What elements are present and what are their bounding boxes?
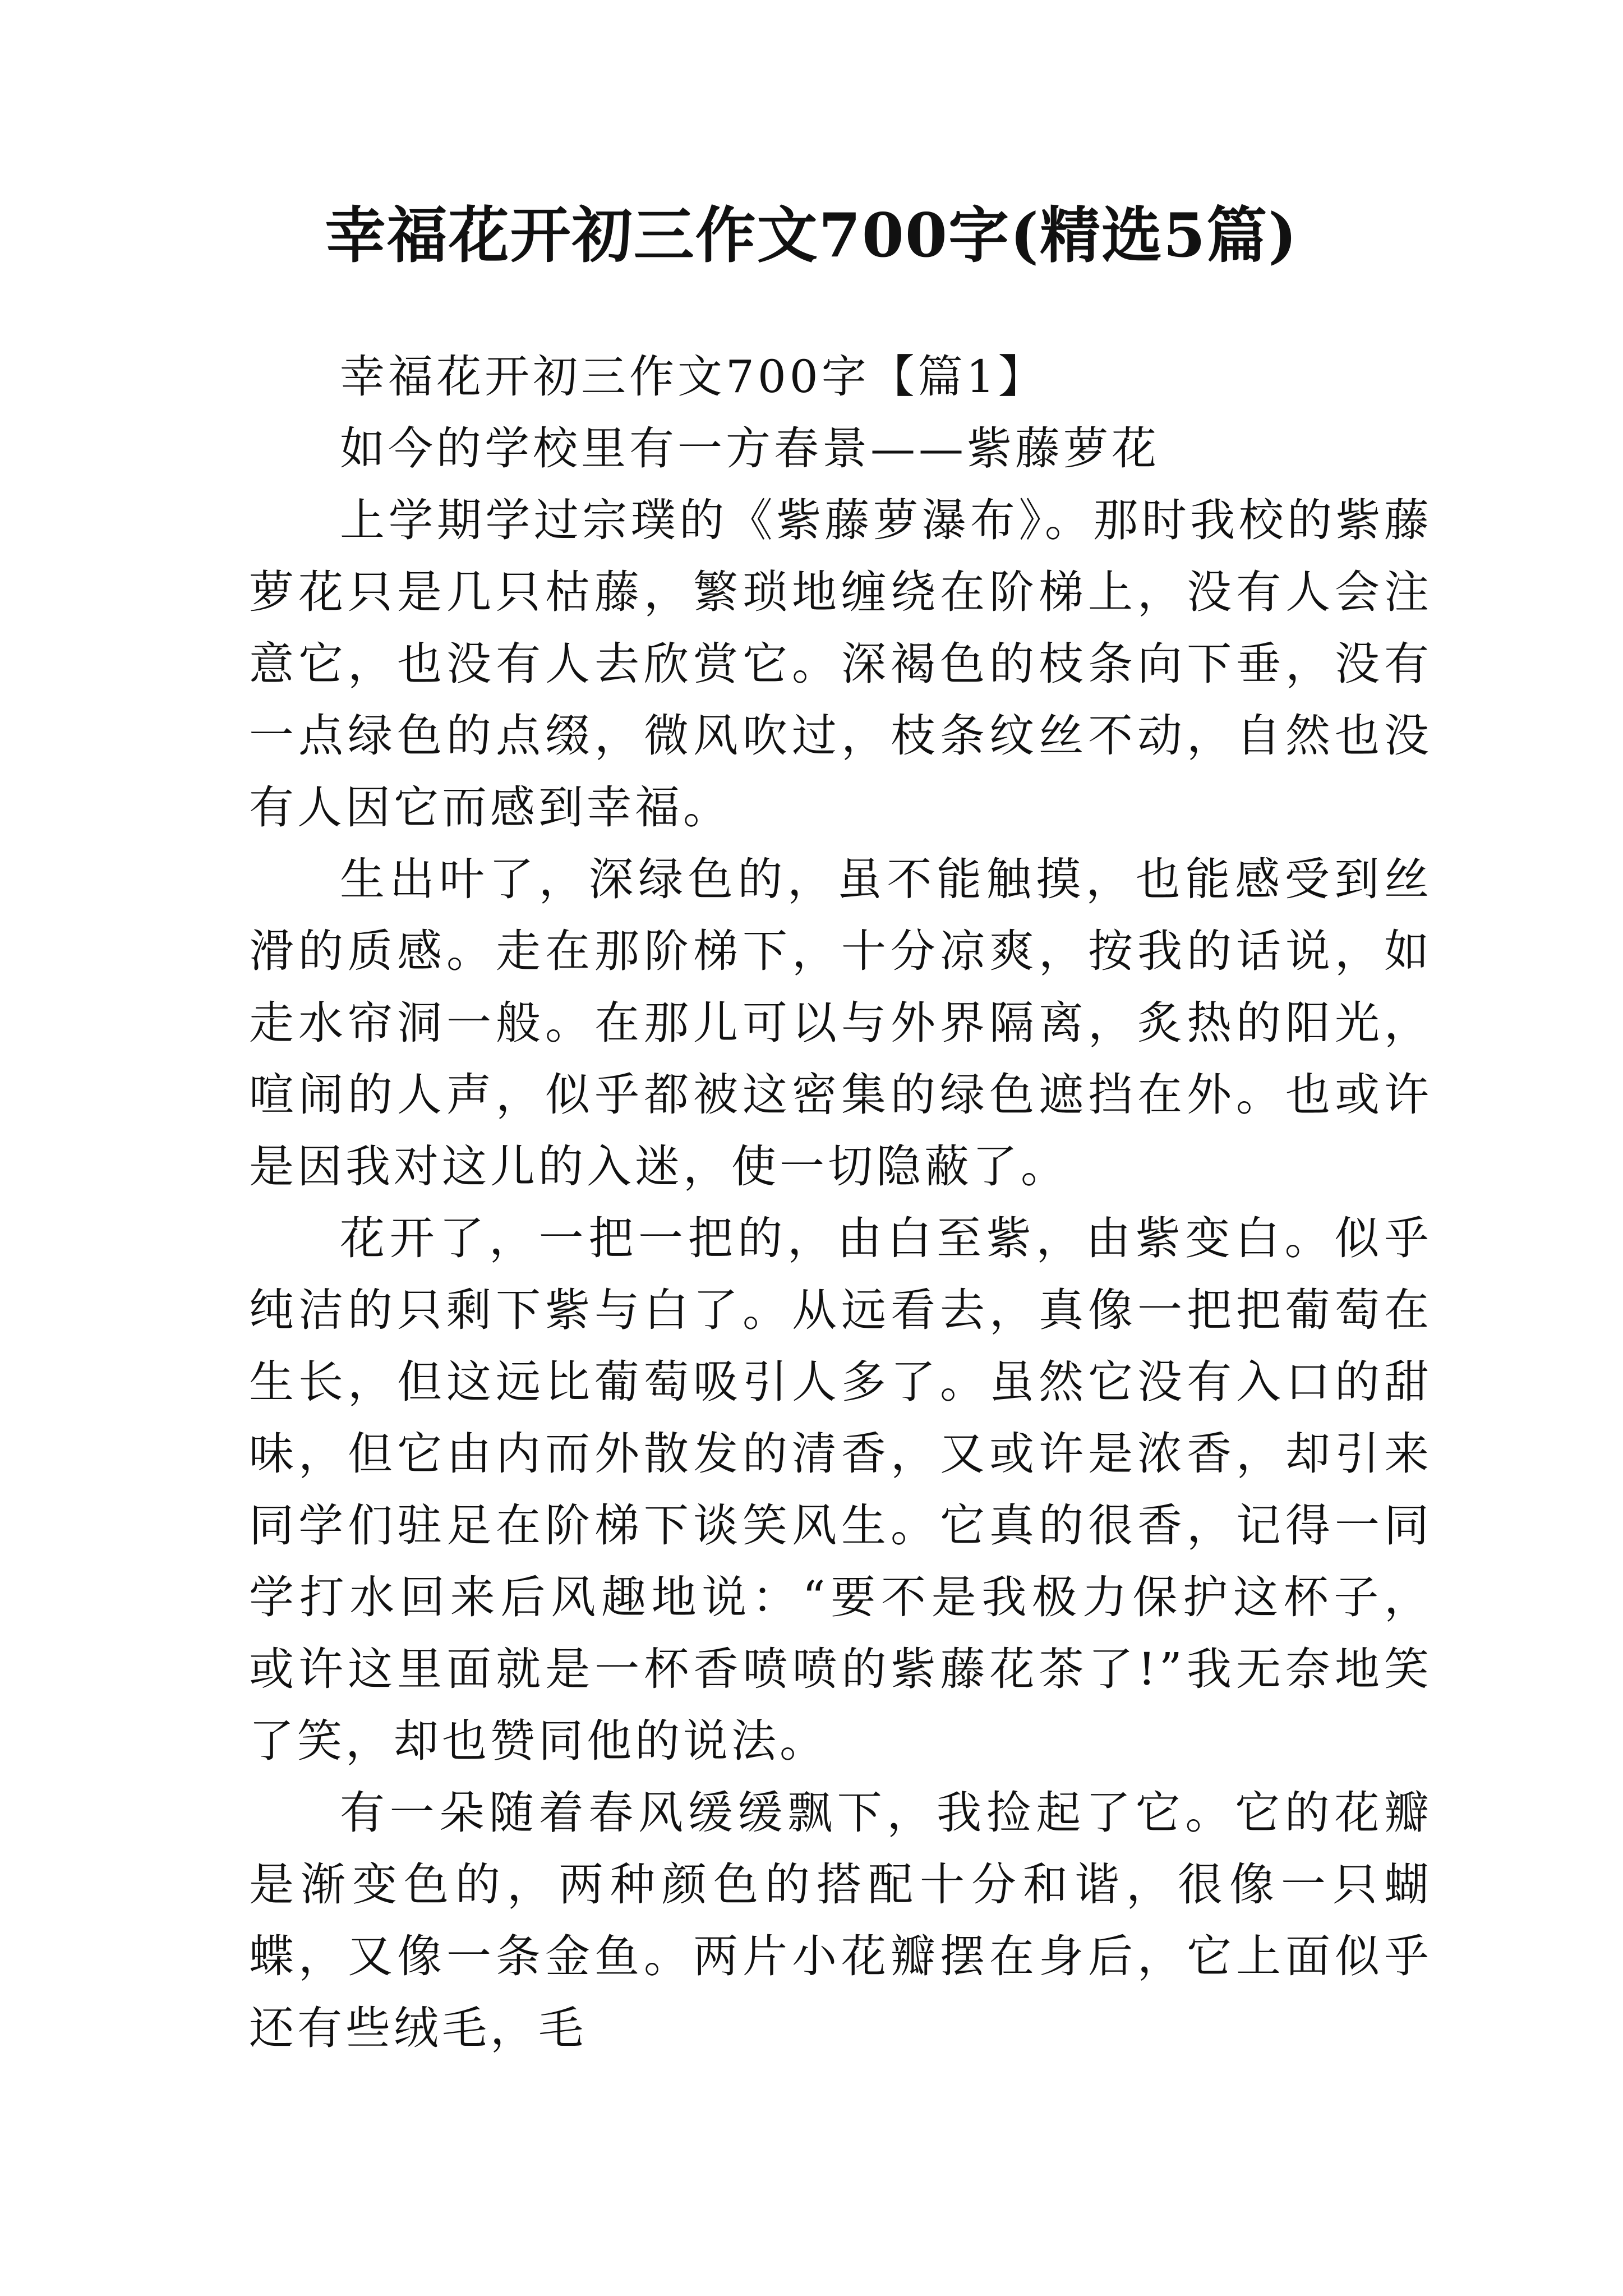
document-body [249,341,1432,2064]
paragraph: 上学期学过宗璞的《紫藤萝瀑布》。那时我校的紫藤萝花只是几只枯藤，繁琐地缠绕在阶梯上，没有人会注意它，也没有人去欣赏它。深褐色的枝条向下垂，没有一点绿色的点缀，微风吹过，枝条纹丝不动，自然也没有人因它而感到幸福。 [249,494,1432,834]
paragraph-subtitle: 如今的学校里有一方春景——紫藤萝花 [340,422,1160,475]
paragraph: 生出叶了，深绿色的，虽不能触摸，也能感受到丝滑的质感。走在那阶梯下，十分凉爽，按我的话说，如走水帘洞一般。在那儿可以与外界隔离，炙热的阳光，喧闹的人声，似乎都被这密集的绿色遮挡在外。也或许是因我对这儿的入迷，使一切隐蔽了。 [249,853,1432,1193]
paragraph: 花开了，一把一把的，由白至紫，由紫变白。似乎纯洁的只剩下紫与白了。从远看去，真像一把把葡萄在生长，但这远比葡萄吸引人多了。虽然它没有入口的甜味，但它由内而外散发的清香，又或许是浓香，却引来同学们驻足在阶梯下谈笑风生。它真的很香，记得一同学打水回来后风趣地说：“要不是我极力保护这杯子，或许这里面就是一杯香喷喷的紫藤花茶了!”我无奈地笑了笑，却也赞同他的说法。 [249,1212,1432,1767]
document-title: 幸福花开初三作文700字(精选5篇) [325,200,1298,271]
paragraph-section-heading: 幸福花开初三作文700字【篇1】 [340,351,1046,403]
paragraph: 有一朵随着春风缓缓飘下，我捡起了它。它的花瓣是渐变色的，两种颜色的搭配十分和谐，很像一只蝴蝶，又像一条金鱼。两片小花瓣摆在身后，它上面似乎还有些绒毛，毛 [249,1787,1432,2054]
